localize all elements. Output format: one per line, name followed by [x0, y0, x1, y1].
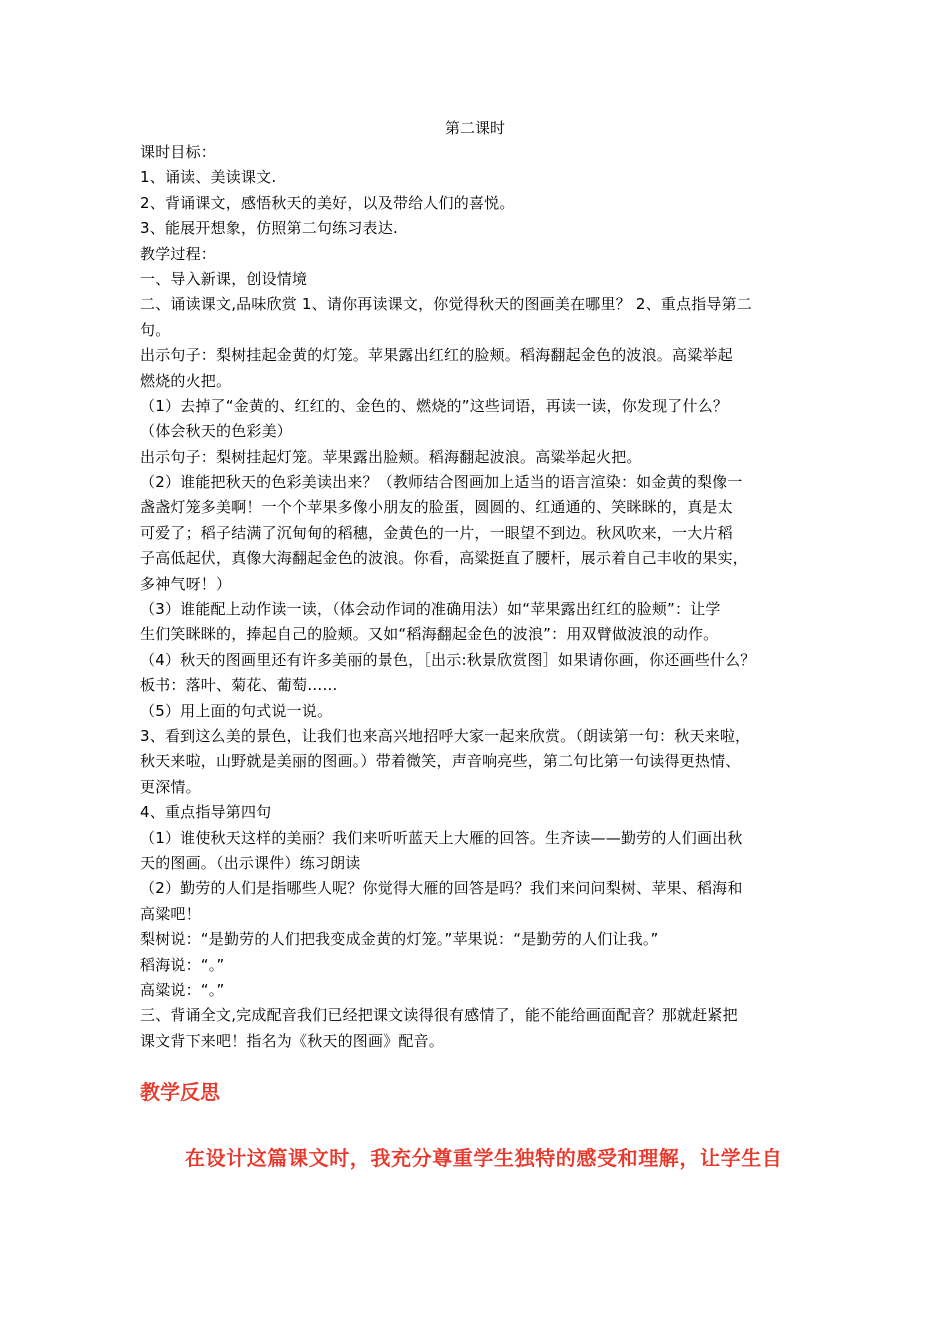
body-line: （1）去掉了“金黄的、红红的、金色的、燃烧的”这些词语，再读一读，你发现了什么？ [140, 396, 729, 415]
body-line: 三、背诵全文,完成配音我们已经把课文读得很有感情了，能不能给画面配音？那就赶紧把 [140, 1006, 738, 1025]
body-line: 燃烧的火把。 [140, 371, 232, 390]
body-line: 二、诵读课文,品味欣赏 1、请你再读课文，你觉得秋天的图画美在哪里？ 2、重点指导第二 [140, 295, 752, 314]
body-line: 3、看到这么美的景色，让我们也来高兴地招呼大家一起来欣赏。（朗读第一句：秋天来啦， [140, 726, 751, 745]
body-line: 3、能展开想象，仿照第二句练习表达. [140, 219, 398, 238]
body-line: （2）谁能把秋天的色彩美读出来？（教师结合图画加上适当的语言渲染：如金黄的梨像一 [140, 473, 743, 492]
body-line: 秋天来啦，山野就是美丽的图画。）带着微笑，声音响亮些，第二句比第一句读得更热情、 [140, 752, 741, 771]
reflection-heading: 教学反思 [140, 1080, 220, 1104]
body-line: 出示句子：梨树挂起灯笼。苹果露出脸颊。稻海翻起波浪。高粱举起火把。 [140, 447, 642, 466]
body-line: 板书：落叶、菊花、葡萄…… [140, 676, 338, 695]
body-line: 一、导入新课，创设情境 [140, 269, 308, 288]
body-line: 高粱说：“。” [140, 980, 225, 999]
body-line: 梨树说：“是勤劳的人们把我变成金黄的灯笼。”苹果说：“是勤劳的人们让我。” [140, 930, 659, 949]
reflection-paragraph: 在设计这篇课文时，我充分尊重学生独特的感受和理解，让学生自 [185, 1146, 783, 1170]
body-line: 更深情。 [140, 777, 201, 796]
body-line: （4）秋天的图画里还有许多美丽的景色，［出示:秋景欣赏图］如果请你画，你还画些什么？ [140, 650, 756, 669]
body-line: （5）用上面的句式说一说。 [140, 701, 333, 720]
lesson-title: 第二课时 [444, 119, 505, 137]
body-line: （体会秋天的色彩美） [140, 422, 293, 441]
body-line: 课文背下来吧！指名为《秋天的图画》配音。 [140, 1031, 445, 1050]
body-line: 教学过程： [140, 244, 217, 263]
body-line: 盏盏灯笼多美啊！一个个苹果多像小朋友的脸蛋，圆圆的、红通通的、笑眯眯的，真是太 [140, 498, 733, 517]
body-line: （3）谁能配上动作读一读，（体会动作词的准确用法）如“苹果露出红红的脸颊”：让学 [140, 600, 721, 619]
lesson-body [140, 140, 830, 1054]
body-line: 句。 [140, 320, 171, 339]
body-line: 2、背诵课文，感悟秋天的美好，以及带给人们的喜悦。 [140, 193, 515, 212]
body-line: （2）勤劳的人们是指哪些人呢？你觉得大雁的回答是吗？我们来问问梨树、苹果、稻海和 [140, 879, 743, 898]
body-line: 高粱吧！ [140, 904, 201, 923]
body-line: 4、重点指导第四句 [140, 803, 272, 822]
body-line: 出示句子：梨树挂起金黄的灯笼。苹果露出红红的脸颊。稻海翻起金色的波浪。高粱举起 [140, 346, 733, 365]
body-line: 多神气呀！） [140, 574, 232, 593]
body-line: 可爱了；稻子结满了沉甸甸的稻穗，金黄色的一片，一眼望不到边。秋风吹来，一大片稻 [140, 523, 733, 542]
body-line: 天的图画。（出示课件）练习朗读 [140, 853, 361, 872]
body-line: 课时目标： [140, 143, 217, 161]
body-line: 1、诵读、美读课文. [140, 168, 277, 187]
body-line: 生们笑眯眯的，捧起自己的脸颊。又如“稻海翻起金色的波浪”：用双臂做波浪的动作。 [140, 625, 719, 644]
body-line: 子高低起伏，真像大海翻起金色的波浪。你看，高粱挺直了腰杆，展示着自己丰收的果实， [140, 549, 749, 568]
body-line: 稻海说：“。” [140, 955, 225, 974]
body-line: （1）谁使秋天这样的美丽？我们来听听蓝天上大雁的回答。生齐读——勤劳的人们画出秋 [140, 828, 743, 847]
